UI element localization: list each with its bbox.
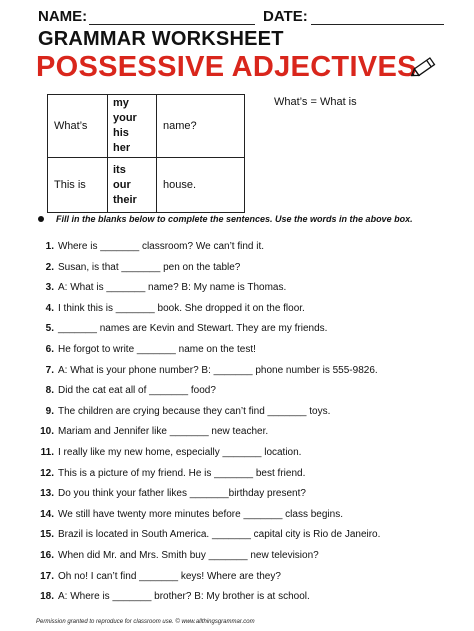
word-box-words-bottom [108,158,157,213]
question-text: He forgot to write _______ name on the test! [58,343,256,355]
question-text: Brazil is located in South America. _______ capital city is Rio de Janeiro. [58,529,381,541]
question-text: A: Where is _______ brother? B: My brother is at school. [58,591,310,603]
word-my: my [113,97,129,109]
question-item [36,570,466,591]
footer-credit: Permission granted to reproduce for classroom use. © www.allthingsgrammar.com [36,619,255,625]
question-text: _______ names are Kevin and Stewart. They are my friends. [58,323,328,335]
question-item [36,425,466,446]
question-text: A: What is _______ name? B: My name is Thomas. [58,282,287,294]
question-number: 4. [45,302,54,314]
question-text: Susan, is that _______ pen on the table? [58,261,241,273]
date-label: DATE: [263,8,308,25]
question-text: Where is _______ classroom? We can’t find it. [58,241,265,252]
question-item [36,364,466,385]
name-label: NAME: [38,8,88,25]
word-her: her [113,142,131,154]
question-text: A: What is your phone number? B: _______ phone number is 555-9826. [58,364,378,376]
question-number: 6. [45,343,54,355]
question-text: Do you think your father likes _______birthday present? [58,488,306,500]
question-text: Oh no! I can’t find _______ keys! Where are they? [58,570,281,582]
question-item [36,384,466,405]
question-number: 12. [40,467,54,479]
question-number: 15. [40,529,54,541]
question-number: 5. [45,323,54,335]
question-text: Did the cat eat all of _______ food? [58,385,216,397]
word-our: our [113,178,131,191]
pencil-icon [408,52,440,82]
question-number: 1. [45,241,54,252]
question-text: I think this is _______ book. She dropped it on the floor. [58,302,305,314]
question-number: 17. [40,570,54,582]
question-item [36,467,466,488]
question-list [36,240,466,611]
word-box-table [47,94,245,213]
question-text: Mariam and Jennifer like _______ new teacher. [58,426,269,438]
question-number: 11. [40,446,54,458]
word-box-cell: What’s [48,95,108,158]
word-box-words-top [108,95,157,158]
question-item [36,405,466,426]
question-item [36,487,466,508]
question-number: 18. [40,591,54,603]
question-item [36,446,466,467]
question-text: I really like my new home, especially _______ location. [58,446,302,458]
question-number: 13. [40,488,54,500]
word-box-cell: house. [157,158,245,213]
worksheet-header [38,8,448,28]
question-number: 8. [45,385,54,397]
word-box-cell: name? [157,95,245,158]
word-their: their [113,193,137,206]
question-text: The children are crying because they can’t find _______ toys. [58,405,331,417]
question-item [36,281,466,302]
question-number: 9. [45,405,54,417]
question-number: 14. [40,508,54,520]
question-item [36,240,466,261]
question-text: When did Mr. and Mrs. Smith buy _______ new television? [58,549,319,561]
question-item [36,322,466,343]
question-text: This is a picture of my friend. He is _______ best friend. [58,467,306,479]
question-item [36,343,466,364]
question-item [36,508,466,529]
question-number: 3. [45,282,54,294]
word-his: his [113,127,129,139]
name-line [89,24,255,25]
word-its: its [113,163,126,176]
question-item [36,302,466,323]
contraction-note: What’s = What is [274,96,357,108]
question-number: 16. [40,549,54,561]
question-item [36,590,466,611]
date-line [311,24,444,25]
question-item [36,528,466,549]
worksheet-title: GRAMMAR WORKSHEET [38,28,284,50]
instructions-text: Fill in the blanks below to complete the sentences. Use the words in the above box. [56,214,413,224]
worksheet-topic: POSSESSIVE ADJECTIVES [36,51,417,83]
question-item [36,549,466,570]
question-number: 10. [40,426,54,438]
word-your: your [113,112,137,124]
question-item [36,261,466,282]
word-box-cell: This is [48,158,108,213]
bullet-icon [38,216,44,222]
question-number: 2. [45,261,54,273]
question-text: We still have twenty more minutes before _______ class begins. [58,508,343,520]
instructions [38,214,413,224]
question-number: 7. [45,364,54,376]
